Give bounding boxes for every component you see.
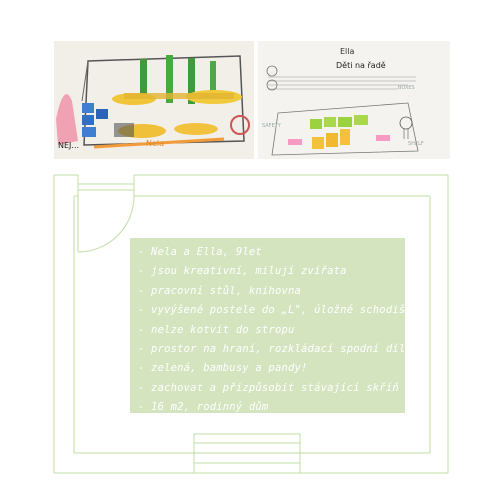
requirements-list bbox=[138, 243, 419, 418]
requirement-item: - nelze kotvit do stropu bbox=[138, 323, 295, 336]
requirement-item: - zelená, bambusy a pandy! bbox=[138, 362, 308, 375]
requirement-item: - prostor na hraní, rozkládací spodní díl bbox=[138, 343, 406, 356]
requirement-item: - jsou kreativní, milují zvířata bbox=[138, 265, 347, 278]
requirement-item: - zachovat a přizpůsobit stávající skříň bbox=[138, 381, 399, 394]
drawing-signature: Nela bbox=[146, 139, 165, 148]
requirement-item: - Nela a Ella, 9let bbox=[138, 246, 262, 258]
worksheet-label-2: BOXES bbox=[398, 85, 415, 91]
requirement-item: - pracovní stůl, knihovna bbox=[138, 284, 302, 297]
worksheet-photo-right bbox=[258, 41, 450, 159]
drawing-caption: NEJ... bbox=[58, 141, 80, 150]
worksheet-header: Ella bbox=[340, 47, 355, 56]
worksheet-label-3: SHELF bbox=[408, 141, 424, 147]
requirements-note-card bbox=[130, 238, 419, 414]
window-frame bbox=[194, 434, 300, 473]
worksheet-label-1: SAFETY bbox=[262, 123, 281, 129]
child-drawing-photo-left bbox=[54, 41, 254, 159]
requirement-item: - 16 m2, rodinný dům bbox=[138, 401, 269, 414]
requirement-item: - vyvýšené postele do „L", úložné schodiště bbox=[138, 304, 419, 317]
door-swing-arc bbox=[78, 196, 134, 252]
worksheet-title: Děti na řadě bbox=[336, 61, 386, 70]
